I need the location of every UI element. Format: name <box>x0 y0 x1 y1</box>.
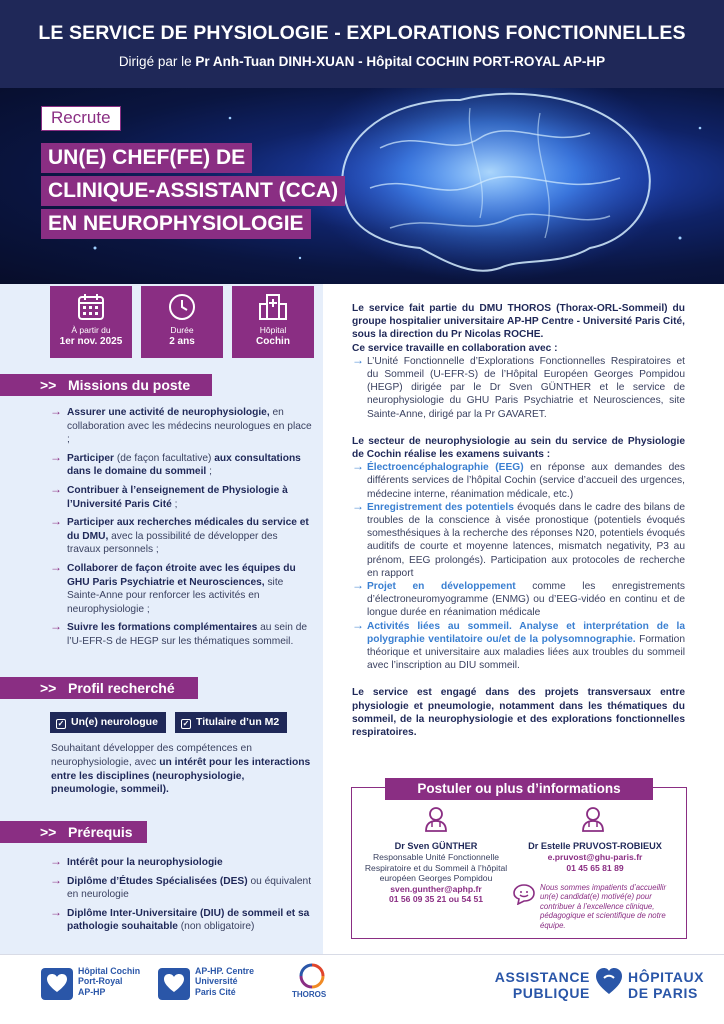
thoros-logo-icon <box>298 963 326 989</box>
person1-role: Responsable Unité Fonctionnelle Respiratoire et du Sommeil à l’hôpital européen Georges Pompidou <box>364 852 508 884</box>
secteur-heading: Le secteur de neurophysiologie au sein du service de Physiologie de Cochin réalise les examens suivants : <box>352 435 685 461</box>
prerequis-list <box>50 856 312 939</box>
service-intro: Le service fait partie du DMU THOROS (Thorax-ORL-Sommeil) du groupe hospitalier universitaire AP-HP Centre - Université Paris Cité, sous la direction du Pr Nicolas ROCHE. <box>352 303 685 341</box>
job-title-line-1: UN(E) CHEF(FE) DE <box>41 143 252 173</box>
aphp-centre-logo-text: AP-HP. Centre Université Paris Cité <box>195 966 254 997</box>
aphp-heart-icon <box>594 964 624 998</box>
collab-list <box>352 355 685 421</box>
info-start-date <box>50 286 132 358</box>
mission-item: → Assurer une activité de neurophysiologie, en collaboration avec les médecins neurologues en place ; <box>50 406 312 447</box>
contact-person-1 <box>361 841 511 904</box>
closing-statement: Le service est engagé dans des projets transversaux entre physiologie et pneumologie, notamment dans les thématiques du sommeil, de la neurophysiologie et des explorations fonctionnelles respiratoires. <box>352 687 685 739</box>
prerequis-item: → Intérêt pour la neurophysiologie <box>50 856 312 870</box>
person2-name: Dr Estelle PRUVOST-ROBIEUX <box>528 841 662 851</box>
person2-phone: 01 45 65 81 89 <box>566 862 624 873</box>
prerequis-heading <box>0 821 147 843</box>
exams-list <box>352 461 685 672</box>
mission-item: → Contribuer à l’enseignement de Physiologie à l’Université Paris Cité ; <box>50 484 312 511</box>
exam-item: → Enregistrement des potentiels évoqués dans le cadre des bilans de troubles de la conscience à visée pronostique (potentiels évoqués somesthésiques à la recherche des réponses N20, potentiels évoqués auditifs de courte et moyenne latences, mismatch negativity, P3 au prénom, EEG prolongés). Participation aux protocoles de recherche en rapport <box>352 501 685 580</box>
missions-heading-text: Missions du poste <box>68 377 191 393</box>
hospital-icon <box>258 292 288 322</box>
person1-name: Dr Sven GÜNTHER <box>394 841 478 851</box>
person1-email[interactable]: sven.gunther@aphp.fr <box>390 883 482 894</box>
job-title-line-3: EN NEUROPHYSIOLOGIE <box>41 209 311 239</box>
profil-heading <box>0 677 198 699</box>
prerequis-arrow: >> <box>40 824 57 840</box>
info-start-value: 1er nov. 2025 <box>59 336 123 347</box>
mission-item: → Collaborer de façon étroite avec les équipes du GHU Paris Psychiatrie et Neurosciences, site Sainte-Anne pour renforcer les activités en neurophysiologie ; <box>50 562 312 616</box>
exam-item: → Projet en développement comme les enregistrements d’électroneuromyogramme (ENMG) ou d’EEG-vidéo en continu et de longue durée en réanimation médicale <box>352 580 685 620</box>
calendar-icon <box>76 292 106 322</box>
exam-item: → Activités liées au sommeil. Analyse et interprétation de la polygraphie ventilatoire ou/et de la polysomnographie. Formation théorique et universitaire aux maladies liées aux troubles du sommeil avec l’inscription au DIU sommeil. <box>352 620 685 673</box>
profil-arrow: >> <box>40 680 57 696</box>
mission-item: → Suivre les formations complémentaires au sein de l’U-EFR-S de HEGP sur les thématiques sommeil. <box>50 621 312 648</box>
missions-list <box>50 406 312 654</box>
smile-chat-icon <box>512 883 536 905</box>
missions-arrow: >> <box>40 377 57 393</box>
missions-heading <box>0 374 212 396</box>
mission-item: → Participer (de façon facultative) aux consultations dans le domaine du sommeil ; <box>50 452 312 479</box>
exam-item: → Électroencéphalographie (EEG) en réponse aux demandes des différents services de l’hôpital Cochin (service d’accueil des urgences, médecine interne, réanimation médicale, etc.) <box>352 461 685 501</box>
recruiting-label: Recrute <box>41 106 121 131</box>
info-duration-label: Durée <box>170 325 194 335</box>
header-subtitle <box>0 54 724 69</box>
welcome-note: Nous sommes impatients d’accueillir un(e) candidat(e) motivé(e) pour contribuer à l’excellence clinique, pédagogique et scientifique de notre équipe. <box>540 883 667 930</box>
tag-neurologue: ✓ Un(e) neurologue <box>50 712 166 733</box>
header-bar <box>0 0 724 88</box>
doctor-icon <box>424 806 448 832</box>
collab-item: → L’Unité Fonctionnelle d’Explorations Fonctionnelles Respiratoires et du Sommeil (U-EFR-S) de l’Hôpital Européen Georges Pompidou (HEGP) dirigée par le Dr Sven GÜNTHER et le service de neurophysiologie du GHU Paris Psychiatrie et Neurosciences, site Sainte-Anne, dirigé par la Pr GAVARET. <box>352 355 685 421</box>
contact-heading: Postuler ou plus d’informations <box>385 778 653 800</box>
info-hospital-label: Hôpital <box>259 325 287 335</box>
info-duration <box>141 286 223 358</box>
doctor-icon <box>581 806 605 832</box>
sub-prefix: Dirigé par le <box>118 54 192 69</box>
sub-mid: - Hôpital <box>358 54 413 69</box>
page-title: LE SERVICE DE PHYSIOLOGIE - EXPLORATIONS FONCTIONNELLES <box>38 22 686 44</box>
clock-icon <box>167 292 197 322</box>
checkbox-icon: ✓ <box>182 719 190 728</box>
aphp-centre-logo-icon <box>158 968 190 1000</box>
footer-divider <box>0 954 724 955</box>
cochin-logo-icon <box>41 968 73 1000</box>
service-description <box>352 302 685 739</box>
checkbox-icon: ✓ <box>57 719 65 728</box>
person2-email[interactable]: e.pruvost@ghu-paris.fr <box>547 852 643 863</box>
job-title-line-2: CLINIQUE-ASSISTANT (CCA) <box>41 176 345 206</box>
profil-heading-text: Profil recherché <box>68 680 175 696</box>
director-name: Pr Anh-Tuan DINH-XUAN <box>195 54 355 69</box>
contact-person-2 <box>510 841 680 873</box>
hospital-name: COCHIN PORT-ROYAL AP-HP <box>415 54 606 69</box>
info-hospital-value: Cochin <box>256 336 290 347</box>
collab-heading: Ce service travaille en collaboration avec : <box>352 342 558 354</box>
aphp-right-text: HÔPITAUX DE PARIS <box>628 969 705 1001</box>
info-duration-value: 2 ans <box>169 336 195 347</box>
thoros-logo-text: THOROS <box>292 990 327 999</box>
prerequis-item: → Diplôme Inter-Universitaire (DIU) de sommeil et sa pathologie souhaitable (non obligatoire) <box>50 907 312 934</box>
mission-item: → Participer aux recherches médicales du service et du DMU, avec la possibilité de développer des travaux personnels ; <box>50 516 312 557</box>
info-start-label: À partir du <box>71 325 111 335</box>
prerequis-heading-text: Prérequis <box>68 824 133 840</box>
prerequis-item: → Diplôme d’Études Spécialisées (DES) ou équivalent en neurologie <box>50 875 312 902</box>
profil-description: Souhaitant développer des compétences en neurophysiologie, avec un intérêt pour les interactions entre les disciplines (neurophysiologie, pneumologie, sommeil). <box>51 743 311 796</box>
info-hospital <box>232 286 314 358</box>
tag-m2: ✓ Titulaire d’un M2 <box>175 712 287 733</box>
person1-phone: 01 56 09 35 21 ou 54 51 <box>388 894 484 905</box>
cochin-logo-text: Hôpital Cochin Port-Royal AP-HP <box>78 966 141 997</box>
aphp-left-text: ASSISTANCE PUBLIQUE <box>494 969 590 1001</box>
